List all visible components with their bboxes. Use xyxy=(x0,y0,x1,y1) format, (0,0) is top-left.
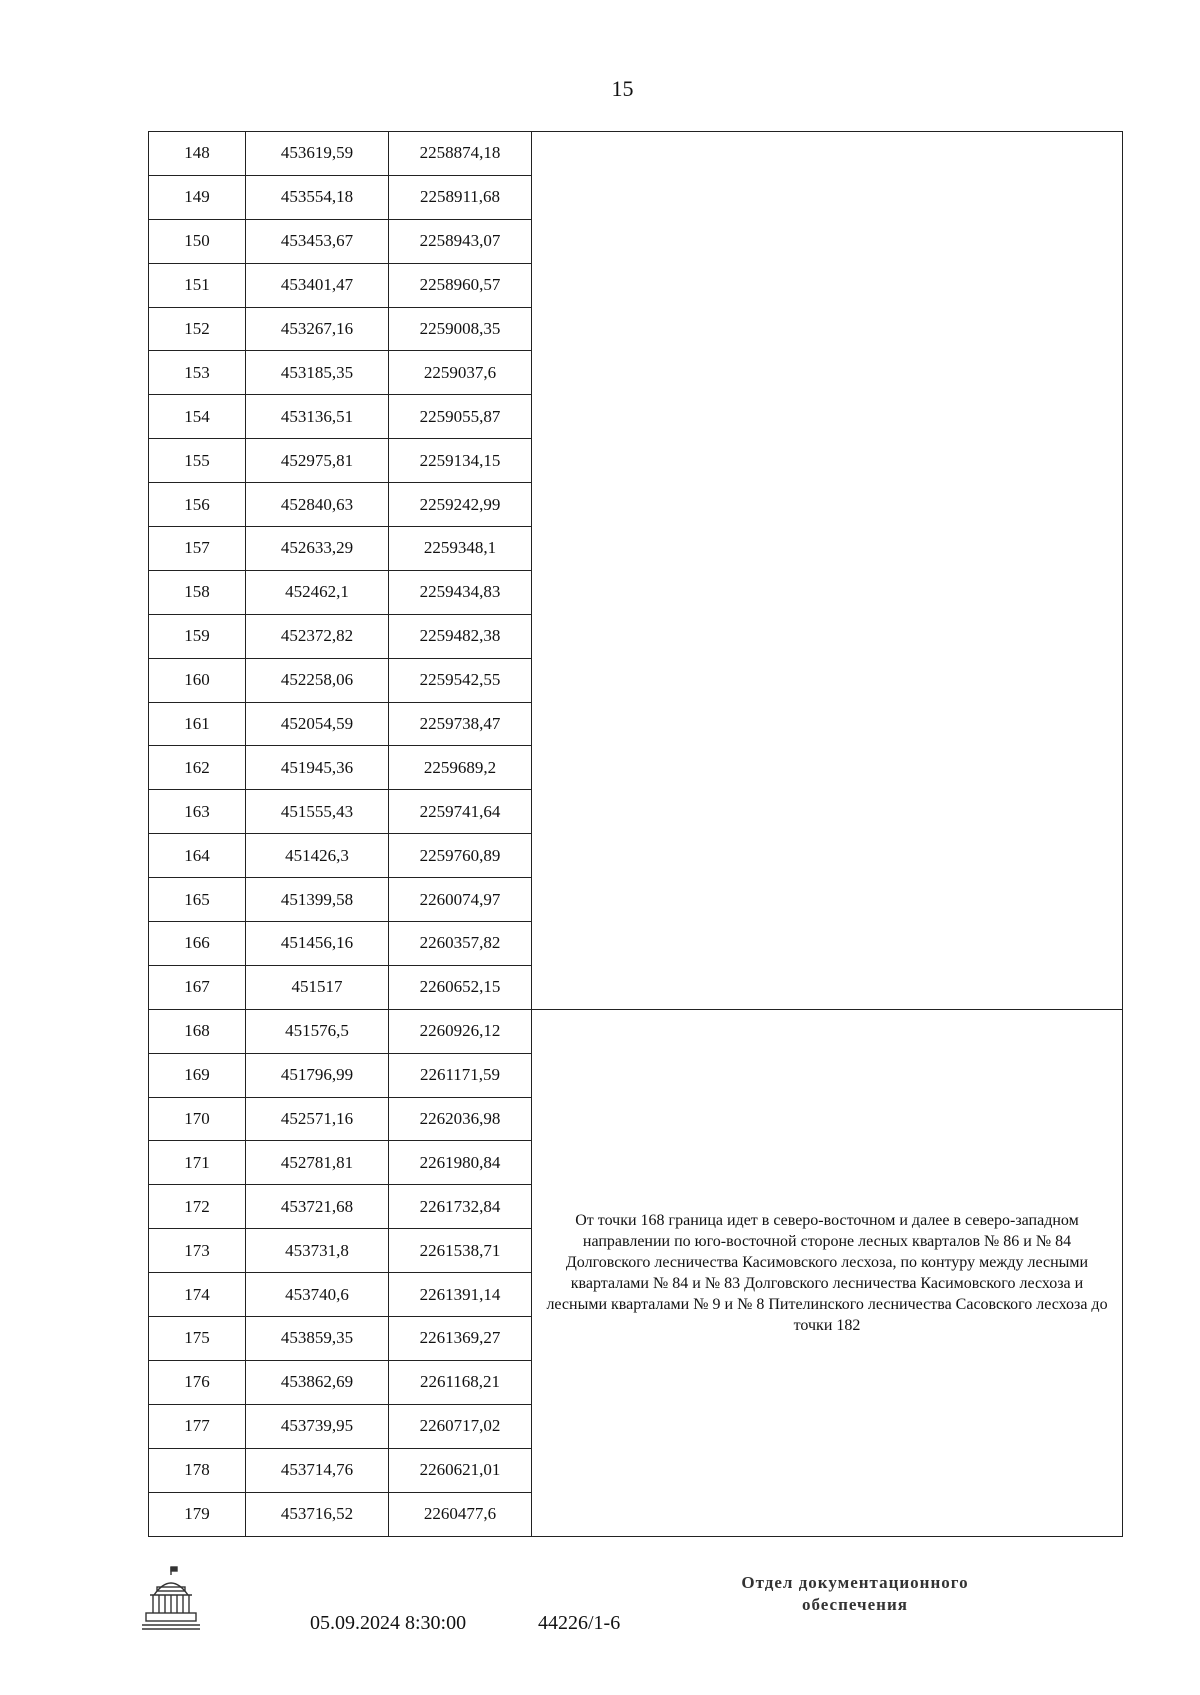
coord-y-cell: 2261168,21 xyxy=(389,1360,532,1404)
coord-y-cell: 2259134,15 xyxy=(389,439,532,483)
coord-y-cell: 2259741,64 xyxy=(389,790,532,834)
coord-x-cell: 452372,82 xyxy=(246,614,389,658)
coord-y-cell: 2261980,84 xyxy=(389,1141,532,1185)
coord-y-cell: 2258943,07 xyxy=(389,219,532,263)
coord-y-cell: 2259037,6 xyxy=(389,351,532,395)
coord-x-cell: 451555,43 xyxy=(246,790,389,834)
point-number-cell: 150 xyxy=(149,219,246,263)
coord-y-cell: 2260926,12 xyxy=(389,1009,532,1053)
point-number-cell: 178 xyxy=(149,1448,246,1492)
table-row xyxy=(149,132,1123,176)
coord-y-cell: 2262036,98 xyxy=(389,1097,532,1141)
coord-y-cell: 2261538,71 xyxy=(389,1229,532,1273)
point-number-cell: 159 xyxy=(149,614,246,658)
coord-x-cell: 452054,59 xyxy=(246,702,389,746)
footer-document-code: 44226/1-6 xyxy=(538,1612,621,1634)
point-number-cell: 169 xyxy=(149,1053,246,1097)
coord-x-cell: 452462,1 xyxy=(246,570,389,614)
coord-y-cell: 2260717,02 xyxy=(389,1404,532,1448)
coord-y-cell: 2258911,68 xyxy=(389,175,532,219)
coord-y-cell: 2260652,15 xyxy=(389,965,532,1009)
point-number-cell: 149 xyxy=(149,175,246,219)
point-number-cell: 166 xyxy=(149,922,246,966)
coord-y-cell: 2258874,18 xyxy=(389,132,532,176)
coord-x-cell: 453714,76 xyxy=(246,1448,389,1492)
coord-y-cell: 2259482,38 xyxy=(389,614,532,658)
boundary-description-cell xyxy=(532,132,1123,1010)
point-number-cell: 152 xyxy=(149,307,246,351)
footer-department xyxy=(700,1572,1010,1616)
coord-x-cell: 452781,81 xyxy=(246,1141,389,1185)
footer-datetime: 05.09.2024 8:30:00 xyxy=(310,1612,467,1634)
coord-x-cell: 453731,8 xyxy=(246,1229,389,1273)
point-number-cell: 168 xyxy=(149,1009,246,1053)
coord-x-cell: 453862,69 xyxy=(246,1360,389,1404)
coord-x-cell: 453716,52 xyxy=(246,1492,389,1536)
coord-y-cell: 2259348,1 xyxy=(389,527,532,571)
point-number-cell: 153 xyxy=(149,351,246,395)
page-number: 15 xyxy=(611,76,634,101)
coord-y-cell: 2260074,97 xyxy=(389,878,532,922)
coord-x-cell: 453619,59 xyxy=(246,132,389,176)
coord-y-cell: 2261171,59 xyxy=(389,1053,532,1097)
point-number-cell: 173 xyxy=(149,1229,246,1273)
coord-x-cell: 453740,6 xyxy=(246,1273,389,1317)
coord-y-cell: 2259055,87 xyxy=(389,395,532,439)
coord-x-cell: 453401,47 xyxy=(246,263,389,307)
coord-x-cell: 452633,29 xyxy=(246,527,389,571)
boundary-description-cell: От точки 168 граница идет в северо-восточном и далее в северо-западном направлении по юго-восточной стороне лесных кварталов № 86 и № 84 Долговского лесничества Касимовского лесхоза, по контуру между лесными кварталами № 84 и № 83 Долговского лесничества Касимовского лесхоза и лесными кварталами № 9 и № 8 Пителинского лесничества Сасовского лесхоза до точки 182 xyxy=(532,1009,1123,1536)
coord-x-cell: 451426,3 xyxy=(246,834,389,878)
coord-y-cell: 2261369,27 xyxy=(389,1317,532,1361)
coord-y-cell: 2259738,47 xyxy=(389,702,532,746)
coord-y-cell: 2259689,2 xyxy=(389,746,532,790)
point-number-cell: 151 xyxy=(149,263,246,307)
coord-y-cell: 2260477,6 xyxy=(389,1492,532,1536)
coord-y-cell: 2259242,99 xyxy=(389,483,532,527)
point-number-cell: 161 xyxy=(149,702,246,746)
coord-x-cell: 451945,36 xyxy=(246,746,389,790)
coord-y-cell: 2259434,83 xyxy=(389,570,532,614)
point-number-cell: 175 xyxy=(149,1317,246,1361)
coordinates-table xyxy=(148,131,1123,1537)
coord-y-cell: 2261391,14 xyxy=(389,1273,532,1317)
point-number-cell: 155 xyxy=(149,439,246,483)
coord-x-cell: 453453,67 xyxy=(246,219,389,263)
stamp-building-icon xyxy=(140,1565,202,1633)
point-number-cell: 177 xyxy=(149,1404,246,1448)
coord-x-cell: 453739,95 xyxy=(246,1404,389,1448)
coord-y-cell: 2258960,57 xyxy=(389,263,532,307)
coord-y-cell: 2259542,55 xyxy=(389,658,532,702)
point-number-cell: 165 xyxy=(149,878,246,922)
coord-x-cell: 451576,5 xyxy=(246,1009,389,1053)
coord-x-cell: 453859,35 xyxy=(246,1317,389,1361)
coord-x-cell: 453185,35 xyxy=(246,351,389,395)
coord-y-cell: 2260621,01 xyxy=(389,1448,532,1492)
point-number-cell: 163 xyxy=(149,790,246,834)
point-number-cell: 162 xyxy=(149,746,246,790)
point-number-cell: 167 xyxy=(149,965,246,1009)
coord-x-cell: 451796,99 xyxy=(246,1053,389,1097)
coord-x-cell: 453267,16 xyxy=(246,307,389,351)
coord-y-cell: 2259008,35 xyxy=(389,307,532,351)
point-number-cell: 148 xyxy=(149,132,246,176)
coord-x-cell: 451456,16 xyxy=(246,922,389,966)
coord-x-cell: 452571,16 xyxy=(246,1097,389,1141)
coord-x-cell: 452975,81 xyxy=(246,439,389,483)
point-number-cell: 156 xyxy=(149,483,246,527)
coord-y-cell: 2260357,82 xyxy=(389,922,532,966)
coord-x-cell: 452258,06 xyxy=(246,658,389,702)
coord-x-cell: 453136,51 xyxy=(246,395,389,439)
point-number-cell: 176 xyxy=(149,1360,246,1404)
footer-department-line2: обеспечения xyxy=(802,1595,908,1614)
point-number-cell: 164 xyxy=(149,834,246,878)
point-number-cell: 158 xyxy=(149,570,246,614)
point-number-cell: 171 xyxy=(149,1141,246,1185)
footer-department-line1: Отдел документационного xyxy=(741,1573,969,1592)
point-number-cell: 174 xyxy=(149,1273,246,1317)
coord-x-cell: 451517 xyxy=(246,965,389,1009)
point-number-cell: 160 xyxy=(149,658,246,702)
coord-y-cell: 2261732,84 xyxy=(389,1185,532,1229)
point-number-cell: 170 xyxy=(149,1097,246,1141)
coord-x-cell: 451399,58 xyxy=(246,878,389,922)
coord-y-cell: 2259760,89 xyxy=(389,834,532,878)
coord-x-cell: 452840,63 xyxy=(246,483,389,527)
point-number-cell: 157 xyxy=(149,527,246,571)
coord-x-cell: 453721,68 xyxy=(246,1185,389,1229)
point-number-cell: 154 xyxy=(149,395,246,439)
coord-x-cell: 453554,18 xyxy=(246,175,389,219)
coordinates-table-body xyxy=(149,132,1123,1537)
table-row xyxy=(149,1009,1123,1053)
point-number-cell: 179 xyxy=(149,1492,246,1536)
point-number-cell: 172 xyxy=(149,1185,246,1229)
